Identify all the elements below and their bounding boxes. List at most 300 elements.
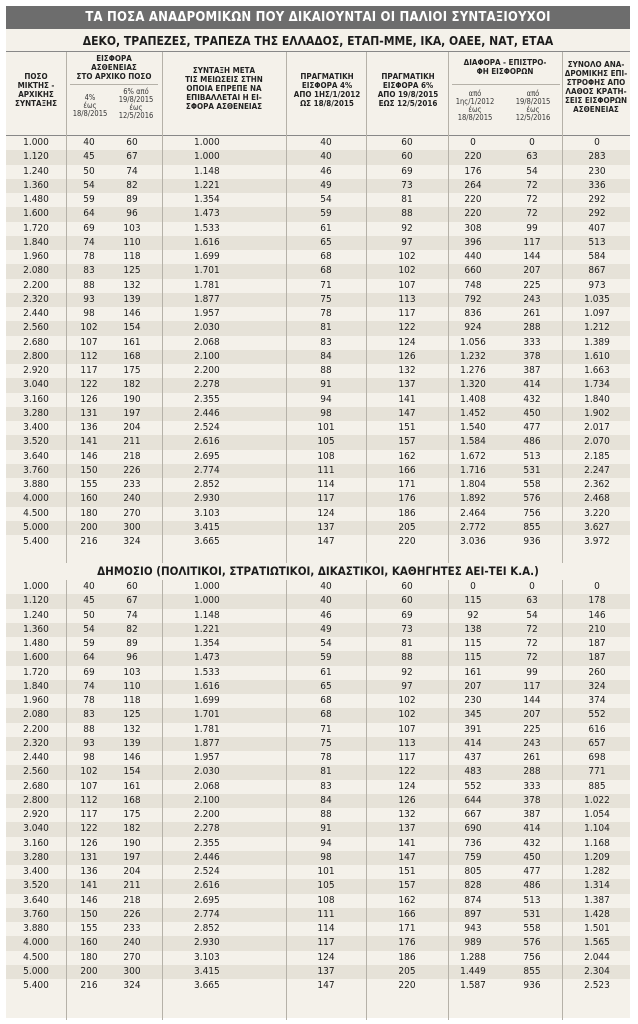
cell-refund-period-2: 513 xyxy=(523,450,541,462)
cell-reduced-pension: 1.533 xyxy=(194,222,220,234)
header-line: ΠΡΑΓΜΑΤΙΚΗ xyxy=(381,72,435,81)
cell-total-refund: 1.734 xyxy=(584,379,610,391)
cell-original-pension: 3.160 xyxy=(23,837,49,849)
table-row xyxy=(6,694,630,708)
column-divider xyxy=(66,580,67,1020)
cell-total-refund: 1.663 xyxy=(584,365,610,376)
cell-original-pension: 3.880 xyxy=(23,923,49,934)
cell-reduced-pension: 2.446 xyxy=(194,851,220,863)
cell-actual-4pct: 49 xyxy=(320,623,332,635)
table-row xyxy=(6,236,630,250)
cell-refund-period-2: 531 xyxy=(523,908,541,920)
cell-reduced-pension: 1.000 xyxy=(194,581,220,592)
cell-actual-6pct: 157 xyxy=(398,880,416,892)
cell-reduced-pension: 1.473 xyxy=(194,652,220,664)
cell-actual-6pct: 176 xyxy=(398,493,416,505)
cell-refund-period-2: 576 xyxy=(523,493,541,505)
cell-original-pension: 1.360 xyxy=(23,623,49,635)
cell-total-refund: 1.054 xyxy=(584,809,610,820)
cell-reduced-pension: 2.278 xyxy=(194,379,220,391)
cell-reduced-pension: 1.699 xyxy=(194,251,220,262)
header-line: ΕΠΙΒΑΛΛΕΤΑΙ Η ΕΙ- xyxy=(186,93,262,102)
cell-refund-period-2: 72 xyxy=(526,208,538,220)
cell-contrib-6pct: 118 xyxy=(123,695,141,706)
header-line: ΣΦΟΡΑ ΑΣΘΕΝΕΙΑΣ xyxy=(185,102,263,111)
cell-refund-period-1: 3.036 xyxy=(460,536,486,547)
table-row xyxy=(6,780,630,794)
cell-original-pension: 3.760 xyxy=(23,908,49,920)
cell-total-refund: 1.209 xyxy=(584,851,610,863)
header-line: ΔΡΟΜΙΚΗΣ ΕΠΙ- xyxy=(564,69,628,78)
cell-contrib-4pct: 69 xyxy=(83,222,95,234)
cell-refund-period-2: 261 xyxy=(523,308,541,319)
cell-contrib-6pct: 154 xyxy=(123,766,141,778)
header-col-actual-4pct xyxy=(286,72,368,108)
cell-total-refund: 1.902 xyxy=(584,407,610,419)
table-row xyxy=(6,150,630,164)
cell-actual-4pct: 94 xyxy=(320,837,332,849)
table-row xyxy=(6,822,630,836)
cell-actual-6pct: 60 xyxy=(401,151,413,163)
cell-contrib-6pct: 175 xyxy=(123,365,141,376)
cell-reduced-pension: 2.774 xyxy=(194,908,220,920)
cell-refund-period-2: 261 xyxy=(523,752,541,763)
cell-actual-6pct: 107 xyxy=(398,279,416,291)
cell-refund-period-2: 558 xyxy=(523,923,541,934)
cell-original-pension: 2.800 xyxy=(23,794,49,806)
cell-contrib-4pct: 83 xyxy=(83,709,95,721)
cell-contrib-4pct: 131 xyxy=(80,407,98,419)
cell-original-pension: 2.560 xyxy=(23,322,49,334)
cell-contrib-6pct: 125 xyxy=(123,265,141,277)
cell-actual-6pct: 166 xyxy=(398,464,416,476)
cell-original-pension: 1.000 xyxy=(23,581,49,592)
cell-reduced-pension: 3.665 xyxy=(194,536,220,547)
cell-contrib-6pct: 324 xyxy=(123,536,141,547)
cell-actual-4pct: 75 xyxy=(320,293,332,305)
cell-refund-period-1: 161 xyxy=(464,666,482,678)
cell-contrib-6pct: 161 xyxy=(123,780,141,792)
cell-reduced-pension: 2.616 xyxy=(194,436,220,448)
cell-contrib-4pct: 69 xyxy=(83,666,95,678)
cell-contrib-4pct: 180 xyxy=(80,507,98,519)
cell-refund-period-1: 748 xyxy=(464,279,482,291)
cell-original-pension: 1.960 xyxy=(23,695,49,706)
cell-refund-period-2: 477 xyxy=(523,866,541,877)
cell-contrib-4pct: 40 xyxy=(83,137,95,148)
cell-actual-6pct: 102 xyxy=(398,251,416,262)
cell-actual-6pct: 186 xyxy=(398,507,416,519)
cell-actual-4pct: 75 xyxy=(320,737,332,749)
header-line: ΕΙΣΦΟΡΑ xyxy=(96,54,132,63)
cell-actual-6pct: 205 xyxy=(398,521,416,533)
table-row xyxy=(6,708,630,722)
cell-actual-6pct: 122 xyxy=(398,766,416,778)
cell-refund-period-2: 756 xyxy=(523,951,541,963)
cell-contrib-6pct: 60 xyxy=(126,137,138,148)
cell-actual-6pct: 137 xyxy=(398,823,416,835)
cell-contrib-6pct: 60 xyxy=(126,581,138,592)
cell-contrib-6pct: 204 xyxy=(123,422,141,433)
cell-total-refund: 2.523 xyxy=(584,980,610,991)
header-line: ΑΣΘΕΝΕΙΑΣ xyxy=(573,105,619,114)
cell-reduced-pension: 1.000 xyxy=(194,595,220,607)
header-line: 4% xyxy=(84,93,96,102)
cell-refund-period-1: 308 xyxy=(464,222,482,234)
table-row xyxy=(6,364,630,378)
cell-original-pension: 1.360 xyxy=(23,179,49,191)
header-line: ΑΣΘΕΝΕΙΑΣ xyxy=(91,63,137,72)
cell-refund-period-2: 414 xyxy=(523,379,541,391)
cell-contrib-6pct: 211 xyxy=(123,436,141,448)
cell-refund-period-2: 576 xyxy=(523,937,541,949)
cell-refund-period-1: 0 xyxy=(470,137,476,148)
cell-actual-6pct: 113 xyxy=(398,293,416,305)
cell-actual-6pct: 122 xyxy=(398,322,416,334)
cell-refund-period-1: 660 xyxy=(464,265,482,277)
column-divider xyxy=(286,580,287,1020)
cell-refund-period-2: 288 xyxy=(523,766,541,778)
cell-reduced-pension: 3.103 xyxy=(194,951,220,963)
cell-original-pension: 4.000 xyxy=(23,493,49,505)
cell-original-pension: 2.560 xyxy=(23,766,49,778)
table-row xyxy=(6,293,630,307)
cell-refund-period-1: 1.716 xyxy=(460,464,486,476)
cell-reduced-pension: 1.000 xyxy=(194,151,220,163)
cell-refund-period-2: 855 xyxy=(523,965,541,977)
cell-actual-4pct: 49 xyxy=(320,179,332,191)
header-line: ΣΤΟ ΑΡΧΙΚΟ ΠΟΣΟ xyxy=(76,72,152,81)
cell-original-pension: 4.500 xyxy=(23,951,49,963)
cell-contrib-6pct: 139 xyxy=(123,737,141,749)
cell-refund-period-2: 333 xyxy=(523,336,541,348)
header-line: έως xyxy=(526,105,540,114)
header-line: ΜΙΚΤΗΣ - xyxy=(17,81,55,90)
cell-refund-period-1: 1.892 xyxy=(460,493,486,505)
cell-refund-period-1: 345 xyxy=(464,709,482,721)
table-row xyxy=(6,922,630,936)
cell-actual-4pct: 59 xyxy=(320,208,332,220)
cell-refund-period-2: 117 xyxy=(523,680,541,692)
cell-actual-4pct: 137 xyxy=(317,521,335,533)
cell-original-pension: 1.840 xyxy=(23,680,49,692)
cell-contrib-4pct: 136 xyxy=(80,866,98,877)
cell-reduced-pension: 1.148 xyxy=(194,165,220,177)
cell-refund-period-2: 63 xyxy=(526,151,538,163)
cell-reduced-pension: 3.415 xyxy=(194,521,220,533)
cell-total-refund: 2.304 xyxy=(584,965,610,977)
cell-contrib-6pct: 233 xyxy=(123,923,141,934)
cell-refund-period-2: 378 xyxy=(523,794,541,806)
cell-contrib-6pct: 74 xyxy=(126,609,138,621)
table-row xyxy=(6,580,630,594)
cell-actual-4pct: 46 xyxy=(320,609,332,621)
cell-contrib-4pct: 122 xyxy=(80,379,98,391)
cell-original-pension: 3.760 xyxy=(23,464,49,476)
cell-total-refund: 283 xyxy=(588,151,606,163)
cell-actual-4pct: 40 xyxy=(320,137,332,148)
cell-contrib-4pct: 107 xyxy=(80,336,98,348)
cell-contrib-6pct: 161 xyxy=(123,336,141,348)
cell-actual-6pct: 151 xyxy=(398,866,416,877)
table-row xyxy=(6,464,630,478)
cell-reduced-pension: 1.699 xyxy=(194,695,220,706)
cell-reduced-pension: 2.930 xyxy=(194,493,220,505)
cell-refund-period-1: 220 xyxy=(464,208,482,220)
cell-total-refund: 973 xyxy=(588,279,606,291)
cell-contrib-6pct: 89 xyxy=(126,638,138,649)
cell-actual-4pct: 108 xyxy=(317,450,335,462)
cell-original-pension: 3.880 xyxy=(23,479,49,490)
cell-contrib-6pct: 110 xyxy=(123,680,141,692)
cell-actual-6pct: 166 xyxy=(398,908,416,920)
header-col-refund-1 xyxy=(448,90,502,122)
cell-actual-4pct: 117 xyxy=(317,937,335,949)
cell-actual-4pct: 68 xyxy=(320,265,332,277)
cell-refund-period-1: 440 xyxy=(464,251,482,262)
header-col-actual-6pct xyxy=(368,72,448,108)
cell-actual-6pct: 102 xyxy=(398,709,416,721)
cell-refund-period-2: 63 xyxy=(526,595,538,607)
header-line: ΑΠΟ 1ΗΣ/1/2012 xyxy=(293,90,361,99)
cell-reduced-pension: 1.000 xyxy=(194,137,220,148)
cell-actual-4pct: 117 xyxy=(317,493,335,505)
cell-total-refund: 230 xyxy=(588,165,606,177)
cell-original-pension: 1.960 xyxy=(23,251,49,262)
table-row xyxy=(6,165,630,179)
cell-refund-period-1: 0 xyxy=(470,581,476,592)
cell-reduced-pension: 1.616 xyxy=(194,236,220,248)
cell-actual-6pct: 147 xyxy=(398,407,416,419)
cell-refund-period-2: 432 xyxy=(523,837,541,849)
cell-reduced-pension: 2.030 xyxy=(194,766,220,778)
cell-actual-4pct: 137 xyxy=(317,965,335,977)
cell-contrib-6pct: 67 xyxy=(126,151,138,163)
cell-contrib-4pct: 74 xyxy=(83,236,95,248)
cell-total-refund: 885 xyxy=(588,780,606,792)
cell-contrib-6pct: 96 xyxy=(126,652,138,664)
cell-refund-period-2: 72 xyxy=(526,638,538,649)
cell-actual-6pct: 124 xyxy=(398,780,416,792)
cell-actual-6pct: 171 xyxy=(398,923,416,934)
cell-contrib-6pct: 110 xyxy=(123,236,141,248)
cell-contrib-4pct: 180 xyxy=(80,951,98,963)
cell-actual-4pct: 105 xyxy=(317,436,335,448)
cell-contrib-4pct: 64 xyxy=(83,208,95,220)
cell-refund-period-2: 936 xyxy=(523,980,541,991)
cell-original-pension: 2.920 xyxy=(23,809,49,820)
cell-total-refund: 2.362 xyxy=(584,479,610,490)
header-line: ΦΗ ΕΙΣΦΟΡΩΝ xyxy=(476,67,534,76)
cell-refund-period-2: 531 xyxy=(523,464,541,476)
cell-refund-period-2: 0 xyxy=(529,137,535,148)
cell-actual-6pct: 88 xyxy=(401,208,413,220)
cell-contrib-6pct: 182 xyxy=(123,823,141,835)
cell-reduced-pension: 1.877 xyxy=(194,737,220,749)
cell-total-refund: 1.282 xyxy=(584,866,610,877)
cell-actual-4pct: 40 xyxy=(320,151,332,163)
cell-total-refund: 1.428 xyxy=(584,908,610,920)
cell-reduced-pension: 2.278 xyxy=(194,823,220,835)
cell-refund-period-1: 1.408 xyxy=(460,393,486,405)
cell-original-pension: 3.400 xyxy=(23,866,49,877)
cell-contrib-4pct: 160 xyxy=(80,493,98,505)
cell-original-pension: 3.280 xyxy=(23,851,49,863)
cell-refund-period-2: 225 xyxy=(523,279,541,291)
cell-total-refund: 1.389 xyxy=(584,336,610,348)
cell-refund-period-2: 450 xyxy=(523,407,541,419)
cell-contrib-6pct: 324 xyxy=(123,980,141,991)
cell-refund-period-1: 924 xyxy=(464,322,482,334)
cell-contrib-4pct: 112 xyxy=(80,350,98,362)
table-row xyxy=(6,865,630,879)
cell-reduced-pension: 1.354 xyxy=(194,638,220,649)
cell-contrib-4pct: 88 xyxy=(83,279,95,291)
cell-original-pension: 3.640 xyxy=(23,894,49,906)
cell-reduced-pension: 2.930 xyxy=(194,937,220,949)
cell-contrib-4pct: 93 xyxy=(83,293,95,305)
cell-reduced-pension: 2.774 xyxy=(194,464,220,476)
header-col-6pct xyxy=(110,88,162,120)
cell-refund-period-2: 207 xyxy=(523,265,541,277)
cell-contrib-6pct: 103 xyxy=(123,666,141,678)
cell-actual-4pct: 40 xyxy=(320,581,332,592)
cell-reduced-pension: 2.200 xyxy=(194,809,220,820)
cell-original-pension: 1.840 xyxy=(23,236,49,248)
table-row xyxy=(6,478,630,492)
column-divider xyxy=(562,52,563,563)
header-line: ΣΥΝΤΑΞΗΣ xyxy=(14,99,58,108)
cell-total-refund: 616 xyxy=(588,723,606,735)
cell-contrib-6pct: 190 xyxy=(123,393,141,405)
cell-refund-period-2: 72 xyxy=(526,194,538,205)
cell-actual-4pct: 91 xyxy=(320,379,332,391)
cell-refund-period-1: 874 xyxy=(464,894,482,906)
cell-actual-4pct: 88 xyxy=(320,365,332,376)
cell-actual-6pct: 92 xyxy=(401,222,413,234)
table-row xyxy=(6,336,630,350)
cell-actual-4pct: 40 xyxy=(320,595,332,607)
cell-contrib-4pct: 146 xyxy=(80,450,98,462)
cell-contrib-4pct: 50 xyxy=(83,609,95,621)
cell-original-pension: 1.600 xyxy=(23,652,49,664)
cell-actual-6pct: 117 xyxy=(398,308,416,319)
table-row xyxy=(6,979,630,993)
cell-refund-period-1: 1.452 xyxy=(460,407,486,419)
cell-contrib-6pct: 211 xyxy=(123,880,141,892)
cell-total-refund: 1.104 xyxy=(584,823,610,835)
cell-reduced-pension: 2.100 xyxy=(194,794,220,806)
cell-actual-6pct: 137 xyxy=(398,379,416,391)
cell-contrib-6pct: 82 xyxy=(126,623,138,635)
cell-total-refund: 187 xyxy=(588,652,606,664)
cell-total-refund: 2.185 xyxy=(584,450,610,462)
cell-original-pension: 3.520 xyxy=(23,436,49,448)
cell-refund-period-1: 176 xyxy=(464,165,482,177)
header-line: από xyxy=(526,89,540,98)
cell-total-refund: 1.314 xyxy=(584,880,610,892)
section-2-title: ΔΗΜΟΣΙΟ (ΠΟΛΙΤΙΚΟΙ, ΣΤΡΑΤΙΩΤΙΚΟΙ, ΔΙΚΑΣΤΙΚΟΙ, ΚΑΘΗΓΗΤΕΣ ΑΕΙ-ΤΕΙ Κ.Α.) xyxy=(97,564,539,578)
table-row xyxy=(6,737,630,751)
cell-total-refund: 552 xyxy=(588,709,606,721)
header-line: ΛΑΘΟΣ ΚΡΑΤΗ- xyxy=(565,87,627,96)
cell-refund-period-1: 396 xyxy=(464,236,482,248)
cell-contrib-6pct: 175 xyxy=(123,809,141,820)
header-line: 12/5/2016 xyxy=(118,111,154,120)
cell-refund-period-2: 144 xyxy=(523,251,541,262)
table-row xyxy=(6,378,630,392)
cell-actual-6pct: 176 xyxy=(398,937,416,949)
cell-refund-period-1: 1.672 xyxy=(460,450,486,462)
header-col-refund-2 xyxy=(504,90,562,122)
cell-actual-4pct: 54 xyxy=(320,194,332,205)
cell-actual-6pct: 157 xyxy=(398,436,416,448)
table-row xyxy=(6,936,630,950)
cell-actual-6pct: 151 xyxy=(398,422,416,433)
cell-contrib-4pct: 131 xyxy=(80,851,98,863)
cell-actual-6pct: 60 xyxy=(401,595,413,607)
cell-reduced-pension: 1.957 xyxy=(194,308,220,319)
column-divider xyxy=(162,580,163,1020)
cell-original-pension: 1.600 xyxy=(23,208,49,220)
cell-contrib-6pct: 82 xyxy=(126,179,138,191)
cell-refund-period-1: 644 xyxy=(464,794,482,806)
cell-actual-4pct: 71 xyxy=(320,723,332,735)
cell-total-refund: 3.972 xyxy=(584,536,610,547)
cell-total-refund: 1.501 xyxy=(584,923,610,934)
cell-refund-period-1: 264 xyxy=(464,179,482,191)
cell-contrib-4pct: 50 xyxy=(83,165,95,177)
cell-refund-period-1: 836 xyxy=(464,308,482,319)
cell-actual-4pct: 114 xyxy=(317,923,335,934)
cell-original-pension: 2.680 xyxy=(23,780,49,792)
header-col-refund-group xyxy=(448,58,562,76)
cell-original-pension: 3.040 xyxy=(23,379,49,391)
cell-refund-period-1: 552 xyxy=(464,780,482,792)
cell-actual-4pct: 147 xyxy=(317,980,335,991)
cell-refund-period-2: 477 xyxy=(523,422,541,433)
cell-contrib-4pct: 141 xyxy=(80,880,98,892)
cell-actual-4pct: 94 xyxy=(320,393,332,405)
cell-refund-period-2: 333 xyxy=(523,780,541,792)
cell-refund-period-2: 513 xyxy=(523,894,541,906)
cell-total-refund: 2.044 xyxy=(584,951,610,963)
cell-refund-period-1: 828 xyxy=(464,880,482,892)
cell-contrib-4pct: 160 xyxy=(80,937,98,949)
cell-original-pension: 1.480 xyxy=(23,638,49,649)
header-line: ΟΠΟΙΑ ΕΠΡΕΠΕ ΝΑ xyxy=(186,84,262,93)
cell-contrib-4pct: 59 xyxy=(83,194,95,205)
cell-actual-6pct: 132 xyxy=(398,365,416,376)
cell-original-pension: 4.000 xyxy=(23,937,49,949)
cell-refund-period-2: 144 xyxy=(523,695,541,706)
cell-refund-period-2: 243 xyxy=(523,737,541,749)
header-line: 1ης/1/2012 xyxy=(455,97,495,106)
table-row xyxy=(6,421,630,435)
column-divider xyxy=(162,52,163,563)
header-line: ΤΙΣ ΜΕΙΩΣΕΙΣ ΣΤΗΝ xyxy=(185,75,263,84)
cell-reduced-pension: 1.148 xyxy=(194,609,220,621)
header-line: ΑΠΟ 19/8/2015 xyxy=(377,90,439,99)
cell-reduced-pension: 1.354 xyxy=(194,194,220,205)
table-row xyxy=(6,879,630,893)
cell-reduced-pension: 1.781 xyxy=(194,279,220,291)
cell-refund-period-2: 414 xyxy=(523,823,541,835)
cell-reduced-pension: 2.852 xyxy=(194,923,220,934)
column-divider xyxy=(562,580,563,1020)
cell-actual-4pct: 124 xyxy=(317,951,335,963)
cell-total-refund: 0 xyxy=(594,581,600,592)
